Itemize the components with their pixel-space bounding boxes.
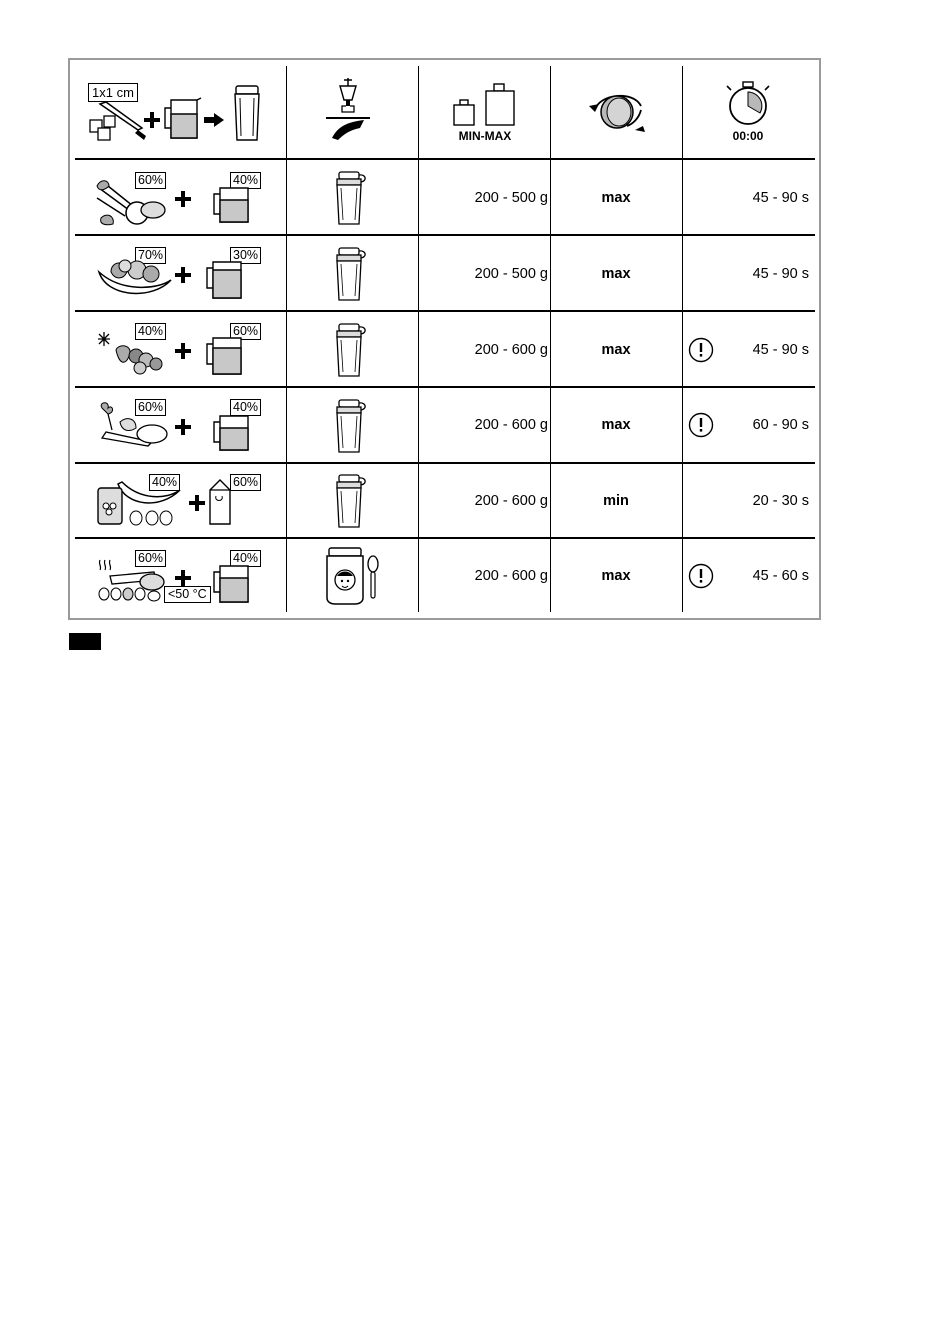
ingredient-percentage: 70%	[135, 247, 166, 264]
fruit-icon	[97, 258, 177, 302]
cooked-vegetables-icon	[98, 568, 168, 604]
jug-icon	[212, 564, 252, 604]
row-divider	[75, 158, 815, 160]
column-divider	[550, 66, 551, 612]
weight-value: 200 - 600 g	[474, 342, 548, 358]
column-divider	[682, 66, 683, 612]
weight-value: 200 - 600 g	[474, 568, 548, 584]
ingredient-percentage: 60%	[135, 399, 166, 416]
row-divider	[75, 310, 815, 312]
liquid-percentage: 40%	[230, 550, 261, 567]
speed-value: max	[601, 190, 631, 206]
time-value: 45 - 90 s	[752, 342, 809, 358]
baby-food-jar-icon	[325, 546, 381, 606]
plus-icon	[143, 111, 161, 129]
temperature-label: <50 °C	[164, 586, 211, 603]
plus-icon	[174, 266, 192, 284]
jug-icon	[212, 186, 252, 224]
speed-value: max	[601, 342, 631, 358]
prep-size-label: 1x1 cm	[88, 83, 138, 102]
jug-icon	[205, 260, 245, 300]
time-value: 45 - 90 s	[752, 266, 809, 282]
row-divider	[75, 386, 815, 388]
ingredient-percentage: 40%	[135, 323, 166, 340]
speed-dial-icon	[585, 88, 649, 136]
liquid-percentage: 60%	[230, 323, 261, 340]
ingredient-percentage: 40%	[149, 474, 180, 491]
liquid-percentage: 40%	[230, 172, 261, 189]
blender-drink-icon	[326, 76, 376, 146]
vegetables-fruit-icon	[95, 178, 175, 228]
liquid-percentage: 40%	[230, 399, 261, 416]
banana-yogurt-icon	[96, 480, 186, 528]
row-divider	[75, 234, 815, 236]
weight-value: 200 - 500 g	[474, 190, 548, 206]
liquid-percentage: 60%	[230, 474, 261, 491]
time-value: 45 - 90 s	[752, 190, 809, 206]
bottle-icon	[232, 84, 262, 144]
plus-icon	[174, 418, 192, 436]
speed-value: max	[601, 266, 631, 282]
shaker-bottle-icon	[333, 398, 373, 454]
row-divider	[75, 537, 815, 539]
ingredient-percentage: 60%	[135, 550, 166, 567]
frozen-berries-icon	[96, 330, 168, 376]
jug-icon	[163, 96, 203, 140]
weight-value: 200 - 500 g	[474, 266, 548, 282]
stopwatch-icon	[725, 80, 771, 128]
shaker-bottle-icon	[333, 322, 373, 378]
speed-value: max	[601, 417, 631, 433]
liquid-percentage: 30%	[230, 247, 261, 264]
weight-value: 200 - 600 g	[474, 493, 548, 509]
language-marker	[69, 633, 101, 650]
shaker-bottle-icon	[333, 170, 373, 226]
shaker-bottle-icon	[333, 473, 373, 529]
row-divider	[75, 462, 815, 464]
time-value: 60 - 90 s	[752, 417, 809, 433]
knife-cube-icon	[88, 100, 148, 145]
plus-icon	[174, 342, 192, 360]
jug-icon	[205, 336, 245, 376]
milk-carton-icon	[206, 478, 234, 526]
shaker-bottle-icon	[333, 246, 373, 302]
arrow-icon	[204, 113, 224, 127]
weights-icon	[452, 82, 522, 132]
speed-value: max	[601, 568, 631, 584]
weight-range-label: MIN-MAX	[458, 129, 512, 143]
column-divider	[418, 66, 419, 612]
jug-icon	[212, 414, 252, 452]
plus-icon	[174, 569, 192, 587]
timer-label: 00:00	[732, 129, 764, 143]
plus-icon	[174, 190, 192, 208]
ingredient-percentage: 60%	[135, 172, 166, 189]
time-value: 20 - 30 s	[752, 493, 809, 509]
weight-value: 200 - 600 g	[474, 417, 548, 433]
time-value: 45 - 60 s	[752, 568, 809, 584]
vegetables-icon	[96, 402, 172, 452]
plus-icon	[188, 494, 206, 512]
column-divider	[286, 66, 287, 612]
speed-value: min	[603, 493, 629, 509]
